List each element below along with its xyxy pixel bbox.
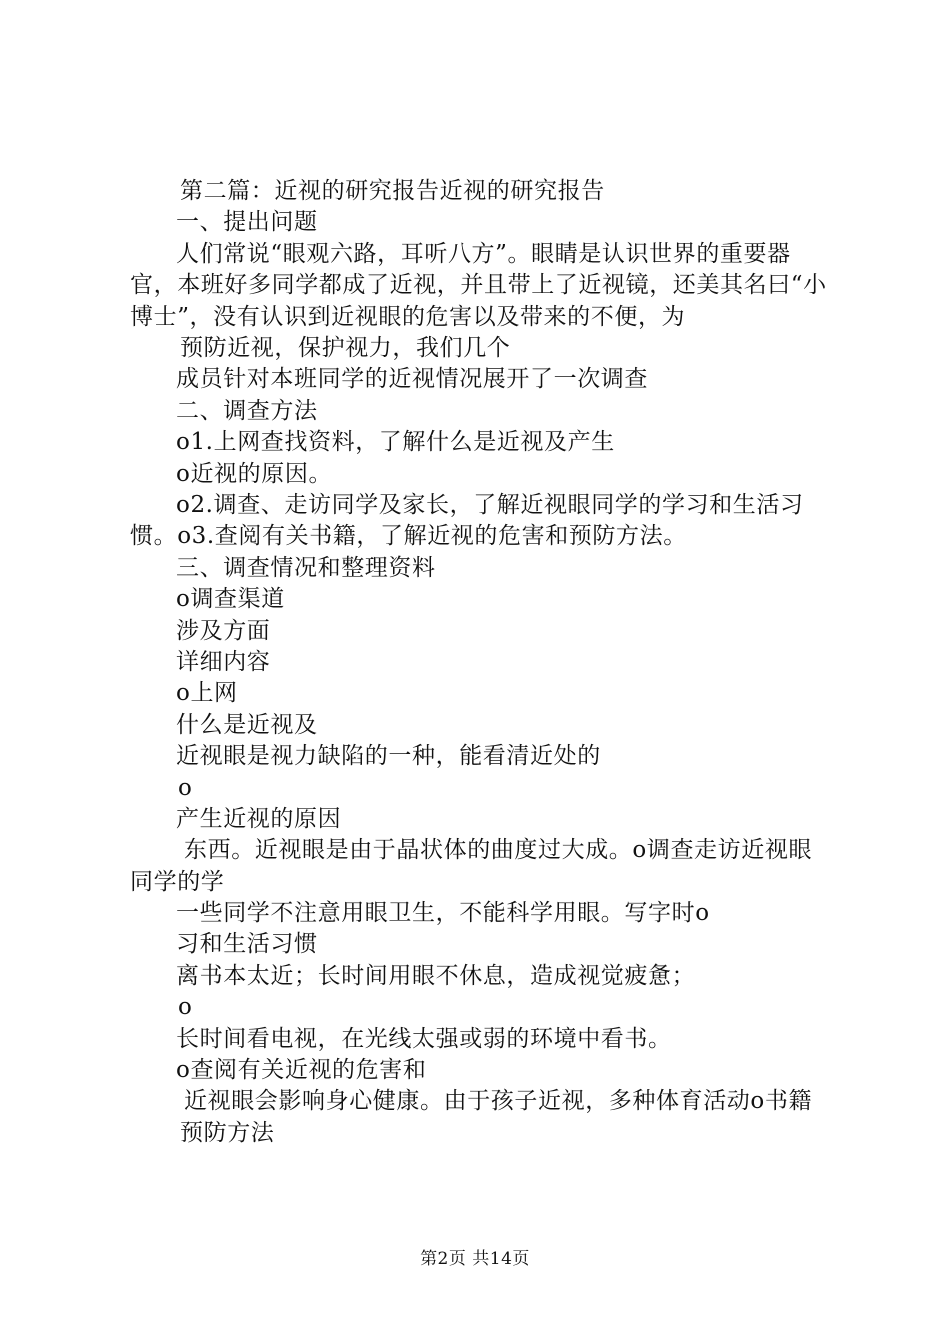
- heading-2: 二、调查方法: [176, 397, 318, 424]
- document-body: [130, 176, 830, 1149]
- table-text: 离书本太近；长时间用眼不休息，造成视觉疲惫；: [176, 962, 696, 989]
- heading-3: 三、调查情况和整理资料: [176, 554, 436, 581]
- table-text: 近视眼会影响身心健康。由于孩子近视，多种体育活动o书籍: [184, 1088, 813, 1115]
- table-text: o上网: [176, 680, 238, 707]
- table-text: 详细内容: [176, 648, 271, 675]
- table-text: o查阅有关近视的危害和: [176, 1057, 427, 1084]
- table-text: 一些同学不注意用眼卫生，不能科学用眼。写字时o: [176, 900, 710, 927]
- table-text: 东西。近视眼是由于晶状体的曲度过大成。o调查走访近视眼同学的学: [130, 837, 813, 895]
- heading-1: 一、提出问题: [176, 209, 318, 236]
- table-text: 习和生活习惯: [176, 931, 318, 958]
- page-number-footer: 第2页 共14页: [420, 1249, 530, 1269]
- table-text: 近视眼是视力缺陷的一种，能看清近处的: [176, 743, 601, 770]
- list-item: o1.上网查找资料，了解什么是近视及产生: [176, 429, 615, 456]
- paragraph-intro: 人们常说“眼观六路，耳听八方”。眼睛是认识世界的重要器官，本班好多同学都成了近视，并且带上了近视镜，还美其名曰“小博士”，没有认识到近视眼的危害以及带来的不便，为: [130, 240, 827, 330]
- table-text: 预防方法: [180, 1119, 275, 1146]
- list-item: o2.调查、走访同学及家长，了解近视眼同学的学习和生活习惯。o3.查阅有关书籍，了解近视的危害和预防方法。: [130, 491, 804, 550]
- table-text: o: [178, 994, 193, 1021]
- table-text: o调查渠道: [176, 586, 285, 613]
- list-item: o近视的原因。: [176, 460, 333, 487]
- text-line: 预防近视，保护视力，我们几个: [180, 335, 511, 361]
- table-text: 涉及方面: [176, 617, 271, 644]
- table-text: 产生近视的原因: [176, 805, 342, 832]
- text-line: 成员针对本班同学的近视情况展开了一次调查: [176, 366, 648, 393]
- table-text: 什么是近视及: [176, 711, 318, 738]
- table-text: 长时间看电视，在光线太强或弱的环境中看书。: [176, 1025, 672, 1052]
- table-text: o: [178, 774, 193, 801]
- section-title: 第二篇：近视的研究报告近视的研究报告: [180, 178, 605, 204]
